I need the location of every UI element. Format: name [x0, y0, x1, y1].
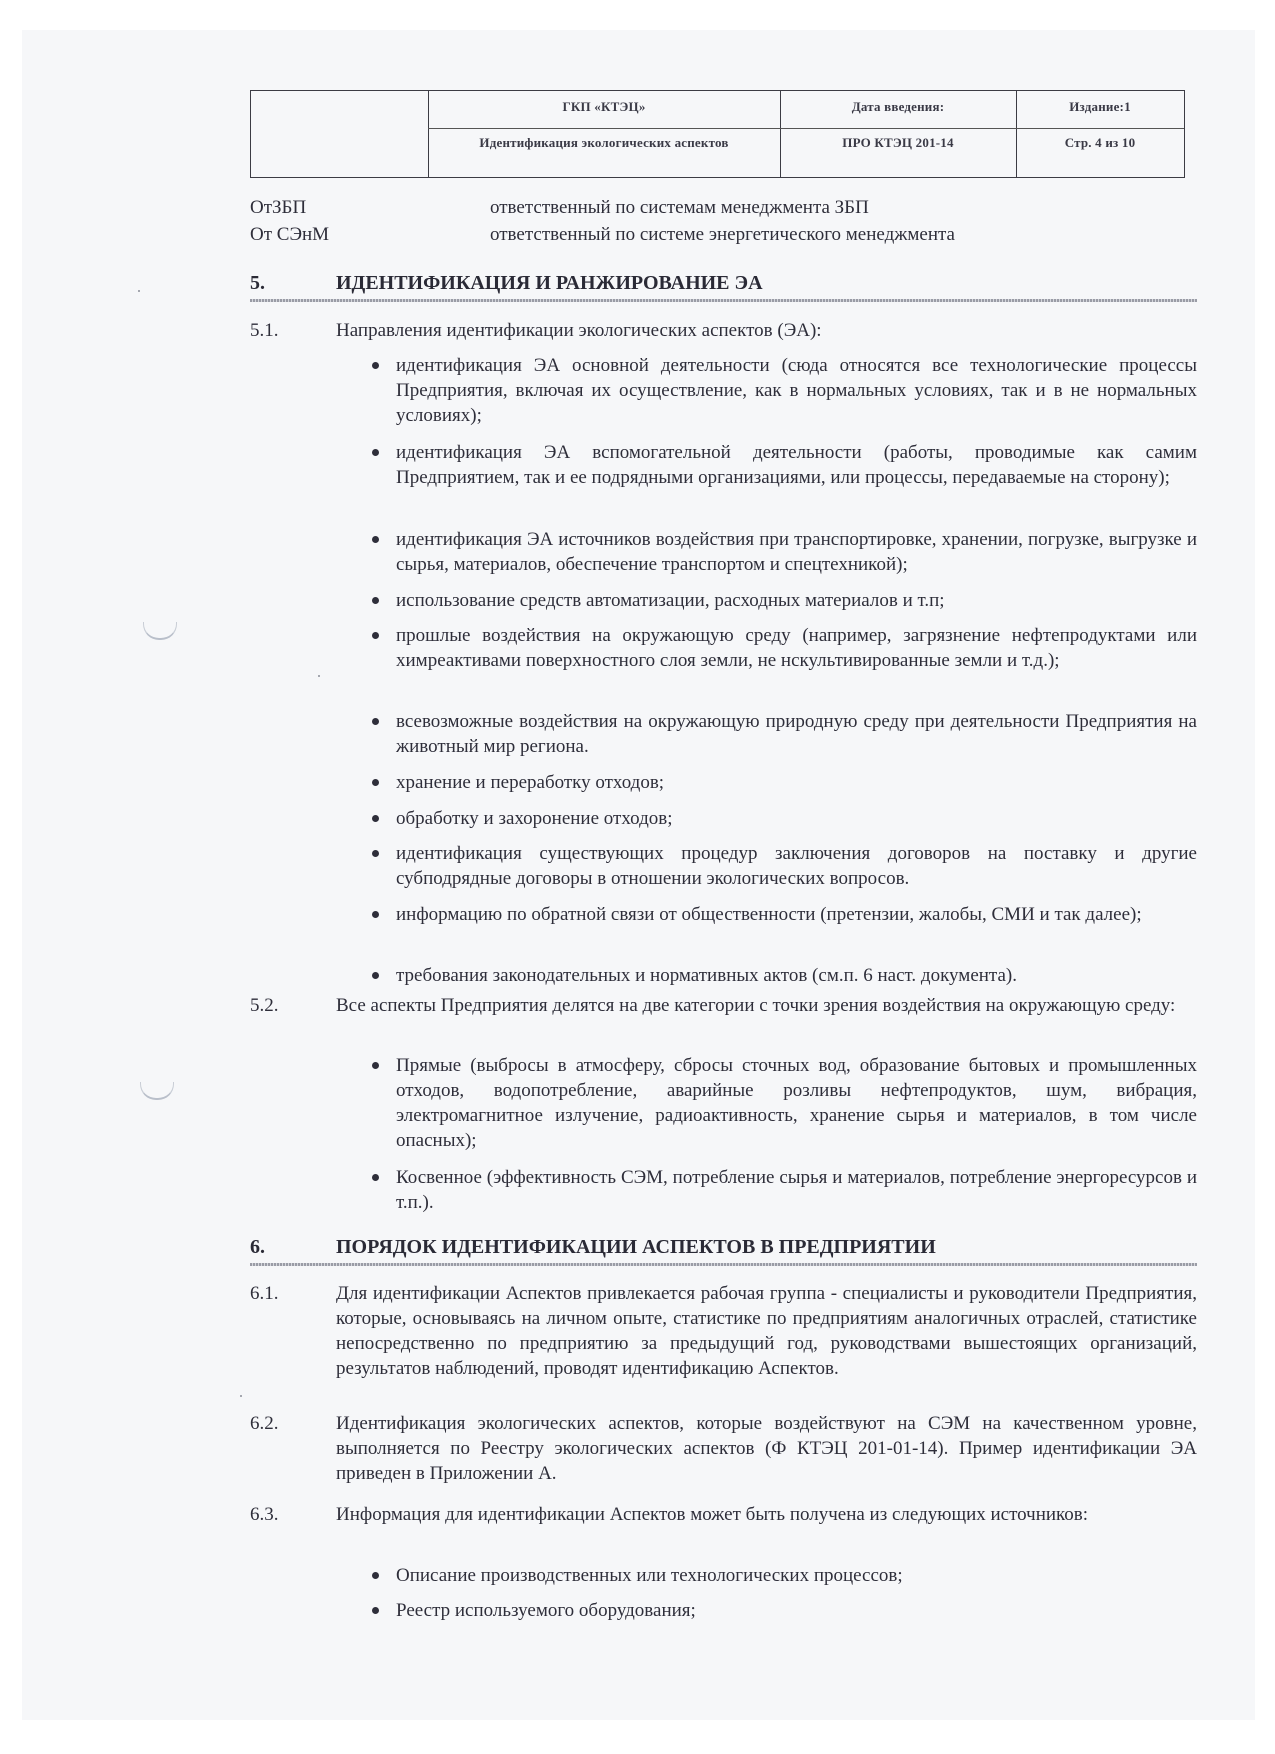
list-item-text: информацию по обратной связи от общественности (претензии, жалобы, СМИ и так далее); [396, 904, 1142, 925]
item-number: 6.2. [250, 1413, 279, 1434]
item-text: Информация для идентификации Аспектов может быть получена из следующих источников: [336, 1504, 1089, 1525]
item-text: Все аспекты Предприятия делятся на две категории с точки зрения воздействия на окружающую среду: [336, 995, 1176, 1016]
item-number: 5.1. [250, 320, 279, 341]
abbreviation-term: ОтЗБП [250, 197, 307, 218]
list-item-text: идентификация ЭА вспомогательной деятельности (работы, проводимые как самим Предприятием, так и ее подрядными организациями, или процессы, передаваемые на сторону); [396, 442, 1197, 488]
section-title: ИДЕНТИФИКАЦИЯ И РАНЖИРОВАНИЕ ЭА [336, 272, 763, 294]
section-number: 6. [250, 1236, 265, 1258]
scan-speck [318, 675, 320, 677]
bullet-icon [372, 815, 379, 822]
section-underline [250, 1263, 1197, 1266]
bullet-icon [372, 718, 379, 725]
bullet-icon [372, 972, 379, 979]
item-text: Идентификация экологических аспектов, которые воздействуют на СЭМ на качественном уровне, выполняется по Реестру экологических аспектов (Ф КТЭЦ 201-01-14). Пример идентификации ЭА приведен в Приложении А. [336, 1413, 1197, 1484]
list-item-text: всевозможные воздействия на окружающую природную среду при деятельности Предприятия на животный мир региона. [396, 711, 1197, 757]
bullet-icon [372, 632, 379, 639]
section-underline [250, 299, 1197, 302]
list-item-text: Описание производственных или технологических процессов; [396, 1565, 903, 1586]
list-item-text: Косвенное (эффективность СЭМ, потребление сырья и материалов, потребление энергоресурсов и т.п.). [396, 1167, 1197, 1213]
item-number: 5.2. [250, 995, 279, 1016]
list-item-text: идентификация существующих процедур заключения договоров на поставку и другие субподрядные договоры в отношении экологических вопросов. [396, 843, 1197, 889]
abbreviation-meaning: ответственный по системам менеджмента ЗБП [490, 197, 869, 218]
date-label: Дата введения: [851, 99, 945, 114]
bullet-icon [372, 1062, 379, 1069]
section-title: ПОРЯДОК ИДЕНТИФИКАЦИИ АСПЕКТОВ В ПРЕДПРИЯТИИ [336, 1236, 936, 1258]
item-text: Направления идентификации экологических аспектов (ЭА): [336, 320, 822, 341]
bullet-icon [372, 1607, 379, 1614]
page-number: Стр. 4 из 10 [1064, 135, 1136, 150]
scan-speck [138, 290, 140, 292]
item-number: 6.3. [250, 1504, 279, 1525]
list-item-text: Прямые (выбросы в атмосферу, сбросы сточных вод, образование бытовых и промышленных отходов, водопотребление, аварийные розливы нефтепродуктов, шум, вибрация, электромагнитное излучение, радиоактивность, хранение сырья и материалов, в том числе опасных); [396, 1055, 1197, 1151]
list-item-text: требования законодательных и нормативных актов (см.п. 6 наст. документа). [396, 965, 1017, 986]
document-title: Идентификация экологических аспектов [479, 135, 729, 150]
list-item-text: прошлые воздействия на окружающую среду (например, загрязнение нефтепродуктами или химреактивами поверхностного слоя земли, не нскультивированные земли и т.д.); [396, 625, 1197, 671]
list-item-text: использование средств автоматизации, расходных материалов и т.п; [396, 590, 945, 611]
bullet-icon [372, 850, 379, 857]
bullet-icon [372, 779, 379, 786]
bullet-icon [372, 597, 379, 604]
item-number: 6.1. [250, 1283, 279, 1304]
abbreviation-meaning: ответственный по системе энергетического менеджмента [490, 224, 955, 245]
document-code: ПРО КТЭЦ 201-14 [842, 135, 954, 150]
section-number: 5. [250, 272, 265, 294]
bullet-icon [372, 362, 379, 369]
bullet-icon [372, 911, 379, 918]
edition-label: Издание:1 [1069, 99, 1131, 114]
list-item-text: идентификация ЭА источников воздействия при транспортировке, хранении, погрузке, выгрузке и сырья, материалов, обеспечение транспортом и спецтехникой); [396, 529, 1197, 575]
list-item-text: обработку и захоронение отходов; [396, 808, 673, 829]
list-item-text: хранение и переработку отходов; [396, 772, 665, 793]
list-item-text: идентификация ЭА основной деятельности (сюда относятся все технологические процессы Предприятия, включая их осуществление, как в нормальных условиях, так и в не нормальных условиях); [396, 355, 1197, 426]
bullet-icon [372, 536, 379, 543]
scan-speck [240, 1395, 242, 1397]
bullet-icon [372, 1572, 379, 1579]
bullet-icon [372, 1174, 379, 1181]
item-text: Для идентификации Аспектов привлекается рабочая группа - специалисты и руководители Предприятия, которые, основываясь на личном опыте, статистике по предприятиям аналогичных отраслей, статистике непосредственно по предприятию за предыдущий год, руководствами вышестоящих организаций, результатов наблюдений, проводят идентификацию Аспектов. [336, 1283, 1197, 1379]
table-divider [428, 128, 1184, 129]
abbreviation-term: От СЭнМ [250, 224, 330, 245]
organization-name: ГКП «КТЭЦ» [562, 99, 646, 114]
list-item-text: Реестр используемого оборудования; [396, 1600, 696, 1621]
document-header-table [250, 90, 1185, 178]
bullet-icon [372, 449, 379, 456]
